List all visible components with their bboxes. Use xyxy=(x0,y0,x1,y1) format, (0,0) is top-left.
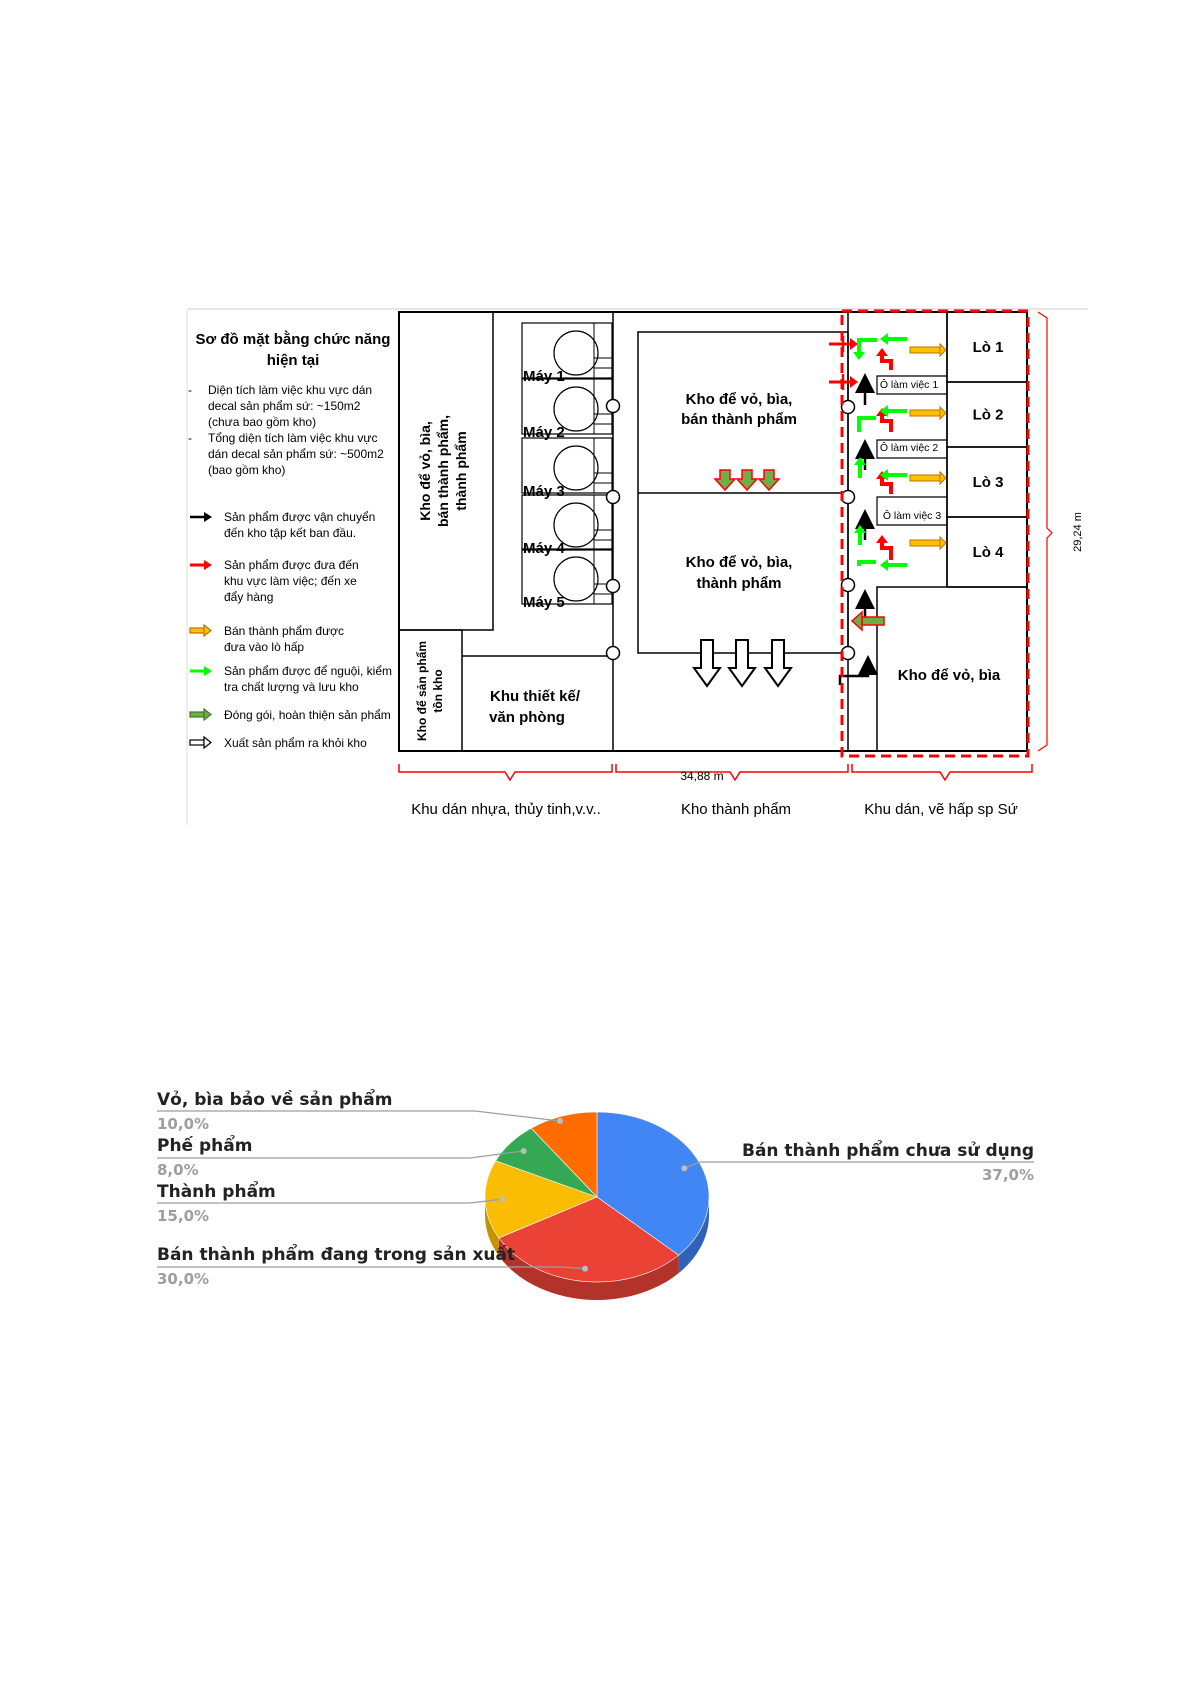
kiln-2 xyxy=(947,382,1027,447)
note-line: decal sản phẩm sứ: ~150m2 xyxy=(208,399,361,413)
legend-text: Sản phẩm được đưa đến xyxy=(224,558,359,572)
legend-item-darkgreen xyxy=(190,708,391,722)
plan-title-line2: hiện tại xyxy=(266,352,320,369)
design-office-line1: Khu thiết kế/ xyxy=(489,688,581,705)
note-line: dán decal sản phẩm sứ: ~500m2 xyxy=(208,447,384,461)
export-arrows xyxy=(694,640,791,686)
floor-plan xyxy=(187,309,1088,825)
legend-item-white xyxy=(190,736,367,750)
svg-text:Kho để vỏ, bìa,: Kho để vỏ, bìa, xyxy=(417,421,433,521)
kiln-label: Lò 2 xyxy=(972,406,1004,424)
legend-text: tra chất lượng và lưu kho xyxy=(224,680,359,694)
legend-text: Xuất sản phẩm ra khỏi kho xyxy=(224,736,367,750)
zone-label-1: Khu dán nhựa, thủy tinh,v.v.. xyxy=(411,801,601,818)
pie-chart xyxy=(157,1088,1034,1300)
zone-braces xyxy=(399,764,1032,818)
machine-2 xyxy=(522,379,612,441)
machine-5 xyxy=(522,549,612,611)
design-office-line2: văn phòng xyxy=(489,709,565,726)
machine-label: Máy 4 xyxy=(523,540,565,557)
legend-text: đẩy hàng xyxy=(224,590,274,604)
legend-item-green xyxy=(190,664,392,694)
store-finished-line1: Kho để vỏ, bìa, xyxy=(685,554,793,571)
legend-text: đưa vào lò hấp xyxy=(224,640,305,654)
plan-title-line1: Sơ đồ mặt bằng chức năng xyxy=(195,331,391,348)
store-finished-line2: thành phẩm xyxy=(696,575,782,592)
workstation-2: Ô làm việc 2 xyxy=(879,442,939,454)
store-semi-line2: bán thành phẩm xyxy=(681,411,797,428)
svg-text:8,0%: 8,0% xyxy=(157,1161,199,1179)
note-bullet: - xyxy=(188,383,192,397)
plan-legend xyxy=(190,510,392,750)
door-markers xyxy=(607,400,855,660)
note-line: (chưa bao gồm kho) xyxy=(208,415,317,429)
porcelain-zone-outline xyxy=(842,311,1028,756)
svg-text:30,0%: 30,0% xyxy=(157,1270,210,1288)
svg-text:tồn kho: tồn kho xyxy=(431,669,445,713)
machine-label: Máy 1 xyxy=(523,368,565,385)
kiln-label: Lò 3 xyxy=(972,474,1004,491)
workstation-group xyxy=(877,376,947,525)
svg-text:bán thành phẩm,: bán thành phẩm, xyxy=(435,415,451,527)
legend-text: Sản phẩm được để nguội, kiểm xyxy=(224,664,392,678)
bottom-right-store-label: Kho để vỏ, bìa xyxy=(897,667,1001,684)
machine-label: Máy 5 xyxy=(523,594,565,611)
height-dim-label: 29,24 m xyxy=(1072,512,1084,552)
left-store-label xyxy=(417,415,469,527)
machine-label: Máy 3 xyxy=(523,483,565,500)
machine-group xyxy=(522,323,612,611)
pie-label-3 xyxy=(157,1134,527,1179)
kiln-label: Lò 1 xyxy=(972,339,1004,356)
workstation-3: Ô làm việc 3 xyxy=(882,510,942,522)
height-dimension xyxy=(1038,312,1084,751)
machine-3 xyxy=(522,438,612,500)
svg-text:15,0%: 15,0% xyxy=(157,1207,210,1225)
legend-text: đến kho tập kết ban đầu. xyxy=(224,526,357,540)
svg-text:Bán thành phẩm chưa sử dụng: Bán thành phẩm chưa sử dụng xyxy=(741,1141,1034,1161)
note-line: Tổng diện tích làm việc khu vực xyxy=(208,431,378,445)
legend-item-orange xyxy=(190,624,344,654)
legend-text: Sản phẩm được vận chuyển xyxy=(224,510,376,524)
svg-text:Kho để sản phẩm: Kho để sản phẩm xyxy=(415,640,429,742)
legend-text: Đóng gói, hoàn thiện sản phẩm xyxy=(224,708,391,722)
machine-4 xyxy=(522,495,612,557)
legend-item-black xyxy=(190,510,375,540)
zone-label-3: Khu dán, vẽ hấp sp Sứ xyxy=(864,801,1018,818)
svg-text:thành phẩm: thành phẩm xyxy=(453,431,469,511)
note-line: (bao gồm kho) xyxy=(208,463,286,477)
kiln-group xyxy=(947,312,1027,587)
machine-1 xyxy=(522,323,612,385)
svg-text:Vỏ, bìa bảo về sản phẩm: Vỏ, bìa bảo về sản phẩm xyxy=(157,1090,393,1110)
machine-label: Máy 2 xyxy=(523,424,565,441)
plan-notes xyxy=(188,383,384,477)
pie-label-4 xyxy=(157,1088,563,1133)
kiln-3 xyxy=(947,447,1027,517)
workstation-1: Ô làm việc 1 xyxy=(879,379,939,391)
kiln-label: Lò 4 xyxy=(972,544,1004,561)
svg-text:Thành phẩm: Thành phẩm xyxy=(157,1182,276,1202)
pie-label-2 xyxy=(157,1180,505,1225)
stock-store-label xyxy=(415,641,445,741)
kiln-4 xyxy=(947,517,1027,587)
note-line: Diện tích làm việc khu vực dán xyxy=(208,383,373,397)
kiln-1 xyxy=(947,312,1027,382)
svg-text:37,0%: 37,0% xyxy=(981,1166,1034,1184)
svg-text:Bán thành phẩm đang trong sản: Bán thành phẩm đang trong sản xuất xyxy=(157,1245,516,1265)
zone-label-2: Kho thành phẩm xyxy=(680,801,792,818)
note-bullet: - xyxy=(188,431,192,445)
legend-item-red xyxy=(190,558,359,604)
pie-label-0 xyxy=(681,1139,1034,1184)
store-semi-line1: Kho để vỏ, bìa, xyxy=(685,391,793,408)
svg-text:Phế phẩm: Phế phẩm xyxy=(157,1136,253,1156)
svg-text:10,0%: 10,0% xyxy=(157,1115,210,1133)
packing-arrows xyxy=(715,470,779,490)
width-dim-label: 34,88 m xyxy=(680,769,724,783)
legend-text: Bán thành phẩm được xyxy=(224,624,344,638)
legend-text: khu vực làm việc; đến xe xyxy=(224,574,357,588)
